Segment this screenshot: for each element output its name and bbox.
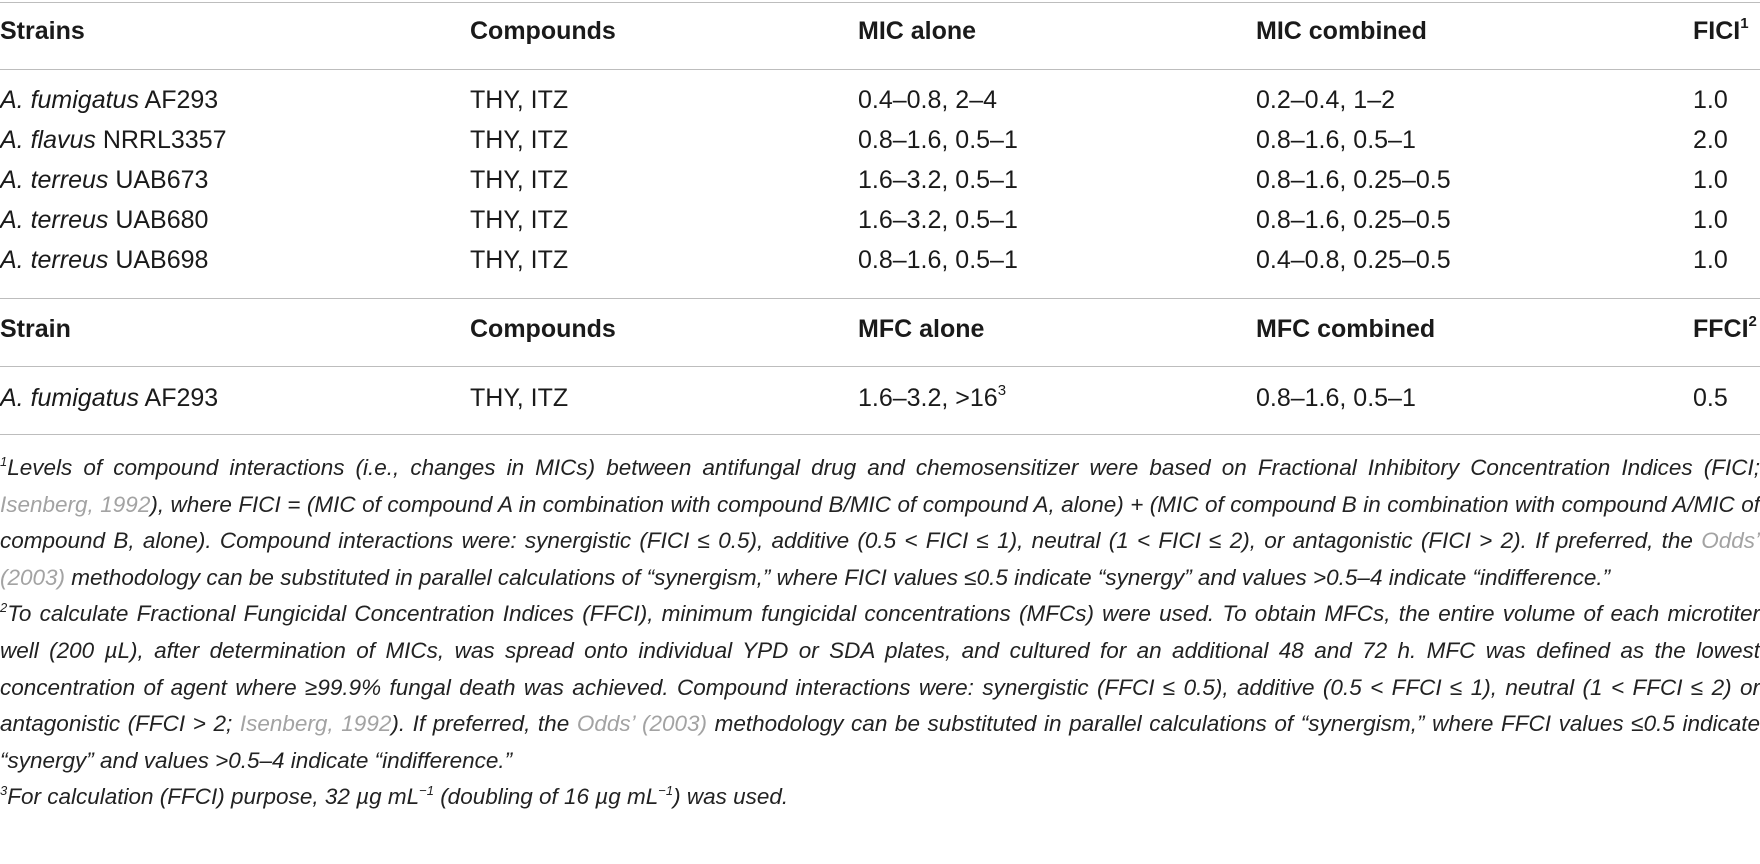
table1-header-row [0, 12, 1760, 50]
footnote-2-mark: 2 [0, 600, 8, 616]
strain-cell: A. fumigatus AF293 [0, 86, 219, 114]
compounds-cell: THY, ITZ [470, 246, 569, 274]
strain-cell: A. terreus UAB698 [0, 246, 209, 274]
ffci-footnote-mark: 2 [1748, 313, 1757, 330]
footnote-3: $^3$For calculation (FFCI) purpose, 32 µg $mL^{-1}$ (doubling of 16 µg $mL^{-1}$) was used. [0, 783, 789, 810]
col-header-ffci: FFCI$^2$ [1693, 313, 1757, 343]
mic-combined-cell: 0.8–1.6, 0.25–0.5 [1256, 166, 1451, 194]
footnotes [0, 450, 1760, 816]
table-row [0, 121, 1760, 159]
fici-cell: 1.0 [1693, 246, 1728, 274]
citation-link-isenberg[interactable]: Isenberg, 1992 [0, 491, 151, 517]
unit-exponent: −1 [419, 783, 434, 799]
table-row [0, 379, 1760, 417]
footnote-1-mark: 1 [0, 454, 8, 469]
mic-combined-cell: 0.8–1.6, 0.5–1 [1256, 126, 1416, 154]
mic-combined-cell: 0.8–1.6, 0.25–0.5 [1256, 206, 1451, 234]
col-header-strain: Strain [0, 315, 71, 343]
fici-cell: 2.0 [1693, 126, 1728, 154]
header-rule-1 [0, 69, 1760, 70]
col-header-fici: FICI$^1$ [1693, 15, 1749, 45]
section-rule [0, 298, 1760, 299]
table-row [0, 241, 1760, 279]
table-row [0, 201, 1760, 239]
table-row [0, 81, 1760, 119]
compounds-cell: THY, ITZ [470, 384, 569, 412]
table-row [0, 161, 1760, 199]
col-header-mic-alone: MIC alone [858, 17, 977, 45]
footnote-3-mark: 3 [0, 783, 8, 799]
col-header-mfc-combined: MFC combined [1256, 315, 1436, 343]
table2-header-row [0, 310, 1760, 348]
fici-cell: 1.0 [1693, 206, 1728, 234]
unit-exponent: −1 [658, 783, 674, 799]
mic-alone-cell: 1.6–3.2, 0.5–1 [858, 166, 1018, 194]
citation-link-odds[interactable]: Odds’ (2003) [0, 528, 1760, 590]
compounds-cell: THY, ITZ [470, 206, 569, 234]
strain-cell: A. flavus NRRL3357 [0, 126, 227, 154]
mic-alone-cell: 0.8–1.6, 0.5–1 [858, 246, 1018, 274]
ffci-cell: 0.5 [1693, 384, 1728, 412]
fici-footnote-mark: 1 [1740, 15, 1749, 32]
mic-alone-cell: 1.6–3.2, 0.5–1 [858, 206, 1018, 234]
compounds-cell: THY, ITZ [470, 126, 569, 154]
compounds-cell: THY, ITZ [470, 86, 569, 114]
footnote-2: $^2$To calculate Fractional Fungicidal Concentration Indices (FFCI), minimum fungicidal concentrations (MFCs) were used. To obtain MFCs, the entire volume of each microtiter well (200 µL), after determination of MICs, was spread onto individual YPD or SDA plates, and cultured for an additional 48 and 72 h. MFC was defined as the lowest concentration of agent where ≥99.9% fungal death was achieved. Compound interactions were: synergistic (FFCI ≤ 0.5), additive (0.5 < FFCI ≤ 1), neutral (1 < FFCI ≤ 2) or antagonistic (FFCI > 2; Isenberg, 1992). If preferred, the Odds’ (2003) methodology can be substituted in parallel calculations of “synergism,” where FFCI values ≤0.5 indicate “synergy” and values >0.5–4 indicate “indifference.” [0, 600, 1760, 773]
citation-link-odds[interactable]: Odds’ (2003) [576, 711, 708, 737]
fici-cell: 1.0 [1693, 166, 1728, 194]
col-header-mfc-alone: MFC alone [858, 315, 985, 343]
mfc-footnote-mark: 3 [997, 382, 1007, 399]
col-header-mic-combined: MIC combined [1256, 17, 1427, 45]
bottom-rule [0, 434, 1760, 435]
mic-alone-cell: 0.4–0.8, 2–4 [858, 86, 998, 114]
citation-link-isenberg[interactable]: Isenberg, 1992 [239, 711, 392, 737]
compounds-cell: THY, ITZ [470, 166, 569, 194]
mic-alone-cell: 0.8–1.6, 0.5–1 [858, 126, 1018, 154]
mfc-alone-cell: 1.6–3.2, $>16^3$ [858, 382, 1007, 412]
top-rule [0, 2, 1760, 3]
mic-combined-cell: 0.4–0.8, 0.25–0.5 [1256, 246, 1451, 274]
mic-combined-cell: 0.2–0.4, 1–2 [1256, 86, 1396, 114]
fici-cell: 1.0 [1693, 86, 1728, 114]
strain-cell: A. terreus UAB680 [0, 206, 209, 234]
footnote-1: $^1$Levels of compound interactions (i.e., changes in MICs) between antifungal drug and chemosensitizer were based on Fractional Inhibitory Concentration Indices (FICI; Isenberg, 1992), where FICI = (MIC of compound A in combination with compound B/MIC of compound A, alone) + (MIC of compound B in combination with compound A/MIC of compound B, alone). Compound interactions were: synergistic (FICI ≤ 0.5), additive (0.5 < FICI ≤ 1), neutral (1 < FICI ≤ 2), or antagonistic (FICI > 2). If preferred, the Odds’ (2003) methodology can be substituted in parallel calculations of “synergism,” where FICI values ≤0.5 indicate “synergy” and values >0.5–4 indicate “indifference.” [0, 454, 1760, 590]
strain-cell: A. fumigatus AF293 [0, 384, 219, 412]
strain-cell: A. terreus UAB673 [0, 166, 209, 194]
col-header-compounds: Compounds [470, 17, 616, 45]
col-header-strains: Strains [0, 17, 85, 45]
header-rule-2 [0, 366, 1760, 367]
col-header-compounds: Compounds [470, 315, 616, 343]
mfc-combined-cell: 0.8–1.6, 0.5–1 [1256, 384, 1416, 412]
